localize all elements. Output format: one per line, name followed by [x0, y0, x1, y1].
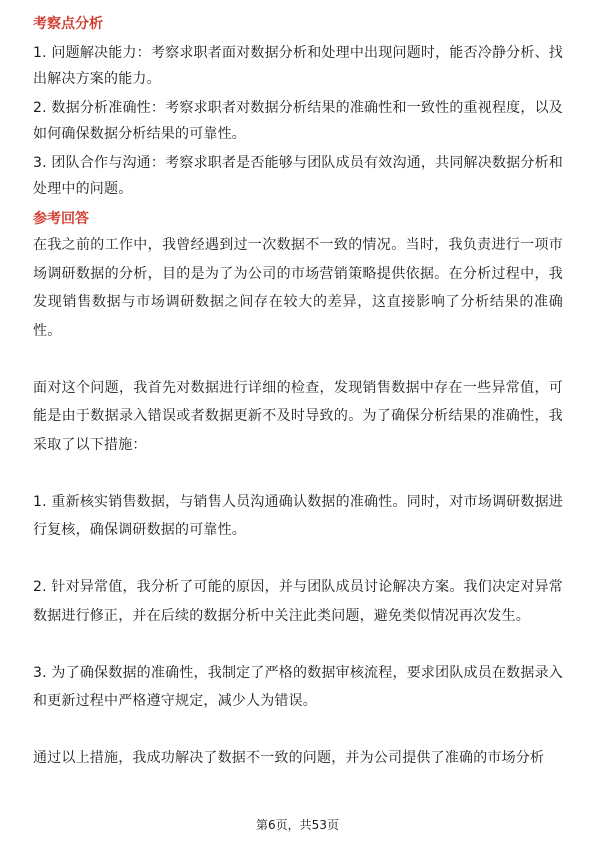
answer-paragraph: 通过以上措施，我成功解决了数据不一致的问题，并为公司提供了准确的市场分析	[33, 750, 545, 766]
paragraph-gap	[33, 459, 563, 488]
paragraph-gap	[33, 630, 563, 659]
answer-body	[33, 231, 563, 773]
document-page	[33, 14, 563, 773]
answer-paragraph: 3. 为了确保数据的准确性，我制定了严格的数据审核流程，要求团队成员在数据录入和更新过程中严格遵守规定，减少人为错误。	[33, 664, 563, 709]
answer-paragraph: 面对这个问题，我首先对数据进行详细的检查，发现销售数据中存在一些异常值，可能是由于数据录入错误或者数据更新不及时导致的。为了确保分析结果的准确性，我采取了以下措施：	[33, 379, 563, 453]
points-list	[33, 40, 563, 202]
point-item: 1. 问题解决能力：考察求职者面对数据分析和处理中出现问题时，能否冷静分析、找出解决方案的能力。	[33, 45, 563, 87]
answer-title: 参考回答	[33, 211, 89, 227]
paragraph-gap	[33, 545, 563, 574]
paragraph-gap	[33, 716, 563, 745]
page-number-footer: 第6页，共53页	[256, 818, 339, 832]
paragraph-gap	[33, 345, 563, 374]
answer-paragraph: 2. 针对异常值，我分析了可能的原因，并与团队成员讨论解决方案。我们决定对异常数据进行修正，并在后续的数据分析中关注此类问题，避免类似情况再次发生。	[33, 579, 563, 624]
point-item: 3. 团队合作与沟通：考察求职者是否能够与团队成员有效沟通，共同解决数据分析和处理中的问题。	[33, 155, 563, 197]
section-title: 考察点分析	[33, 16, 103, 32]
answer-paragraph: 在我之前的工作中，我曾经遇到过一次数据不一致的情况。当时，我负责进行一项市场调研数据的分析，目的是为了为公司的市场营销策略提供依据。在分析过程中，我发现销售数据与市场调研数据之间存在较大的差异，这直接影响了分析结果的准确性。	[33, 237, 563, 339]
answer-paragraph: 1. 重新核实销售数据，与销售人员沟通确认数据的准确性。同时，对市场调研数据进行复核，确保调研数据的可靠性。	[33, 493, 563, 538]
point-item: 2. 数据分析准确性：考察求职者对数据分析结果的准确性和一致性的重视程度，以及如何确保数据分析结果的可靠性。	[33, 100, 563, 142]
